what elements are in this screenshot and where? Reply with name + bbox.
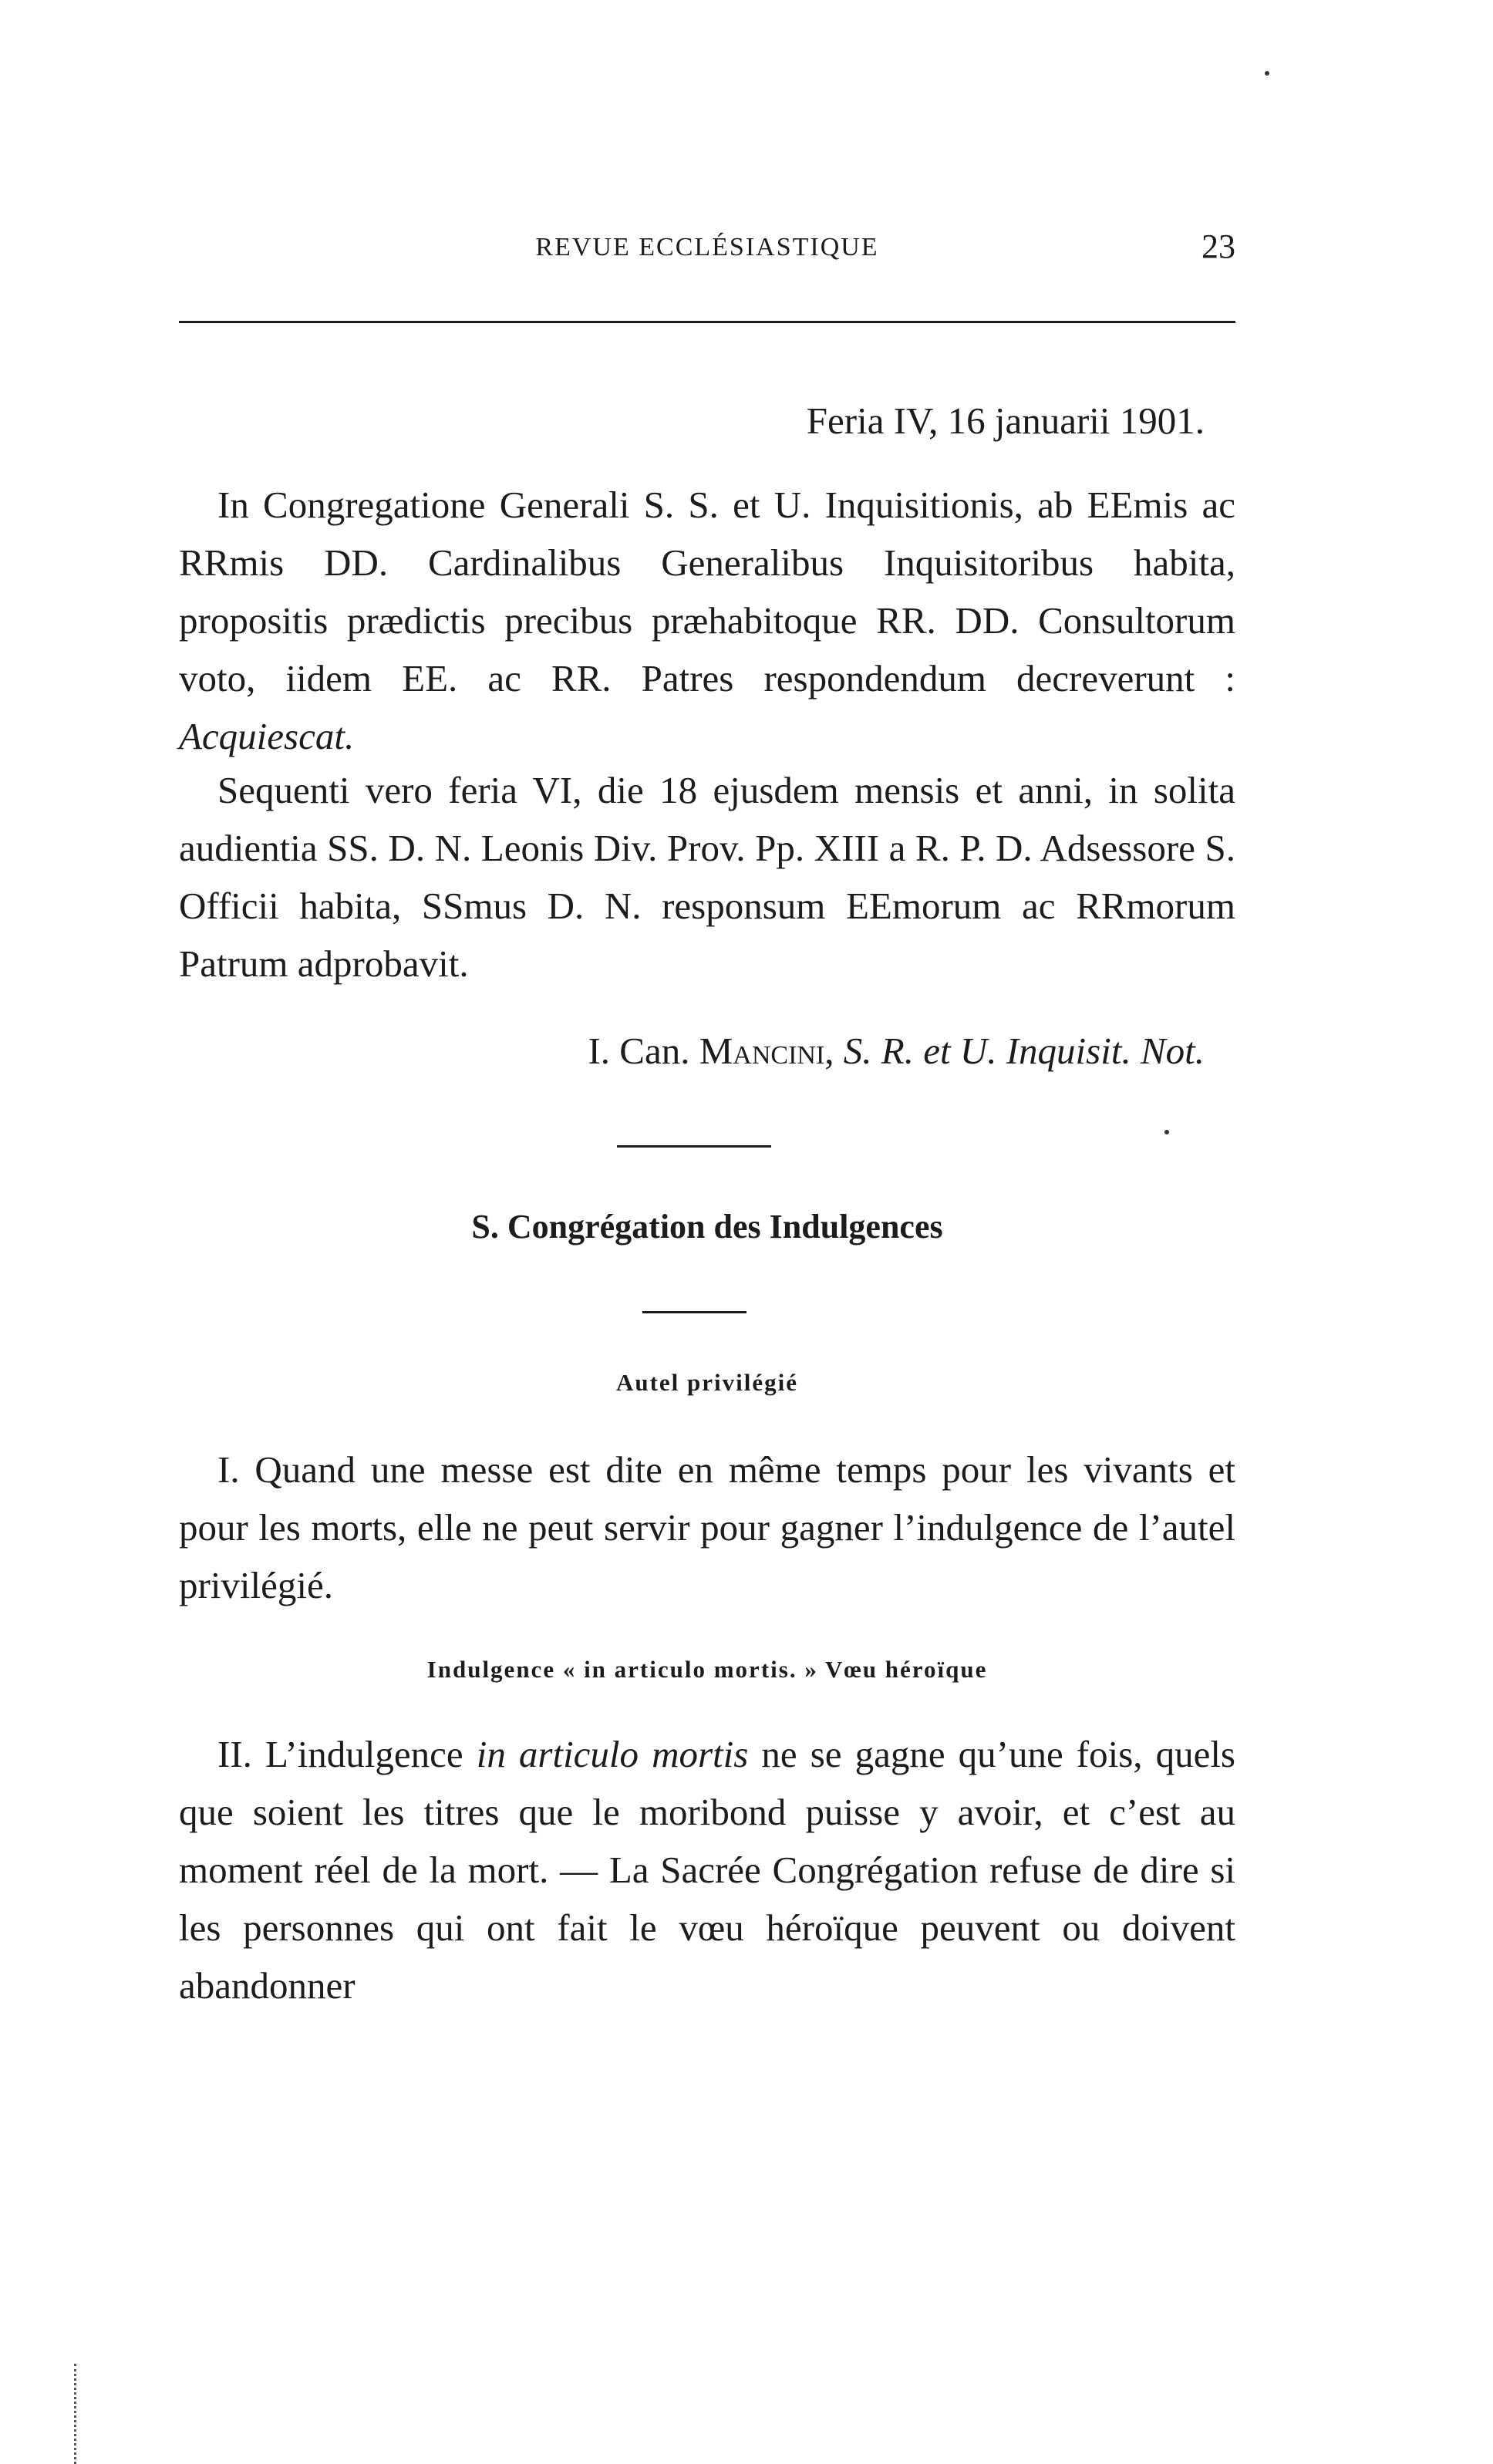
heading-divider (642, 1311, 746, 1313)
scan-speck (1265, 71, 1269, 76)
subheading-autel: Autel privilégié (615, 1369, 799, 1396)
paragraph-4-italic: in articulo mortis (476, 1733, 749, 1775)
scan-speck (1164, 1130, 1169, 1134)
paragraph-2: Sequenti vero feria VI, die 18 ejusdem mensis et anni, in solita audientia SS. D. N. Leonis Div. Prov. Pp. XIII a R. P. D. Adsessore S. Officii habita, SSmus D. N. responsum EEmorum ac RRmorum Patrum adprobavit. (179, 769, 1235, 985)
page-header (179, 224, 1235, 278)
paragraph-1-text: In Congregatione Generali S. S. et U. Inquisitionis, ab EEmis ac RRmis DD. Cardinalibus Generalibus Inquisitoribus habita, propositis prædictis precibus præhabitoque RR. DD. Consultorum voto, iidem EE. ac RR. Patres respondendum decreverunt : (179, 484, 1235, 699)
page-number: 23 (1201, 228, 1235, 265)
signature-prefix: I. Can. (588, 1030, 699, 1072)
section-divider (617, 1145, 771, 1148)
header-rule (179, 321, 1235, 323)
running-title: REVUE ECCLÉSIASTIQUE (535, 233, 879, 261)
signature-name: Mancini (699, 1030, 825, 1072)
paragraph-4-rest: ne se gagne qu’une fois, quels que soient les titres que le moribond puisse y avoir, et c’est au moment réel de la mort. — La Sacrée Congrégation refuse de dire si les personnes qui ont fait le vœu héroïque peuvent ou doivent abandonner (179, 1733, 1235, 2007)
dateline: Feria IV, 16 januarii 1901. (806, 399, 1205, 442)
subheading-indulgence: Indulgence « in articulo mortis. » Vœu héroïque (426, 1656, 988, 1683)
signature: I. Can. Mancini, S. R. et U. Inquisit. Not. (588, 1030, 1205, 1072)
paragraph-4-start: II. L’indulgence (217, 1733, 477, 1775)
paragraph-1 (179, 476, 1235, 765)
section-heading: S. Congrégation des Indulgences (471, 1208, 943, 1245)
paragraph-3: I. Quand une messe est dite en même temps pour les vivants et pour les morts, elle ne peut servir pour gagner l’indulgence de l’autel privilégié. (179, 1448, 1235, 1606)
signature-title: S. R. et U. Inquisit. Not. (843, 1030, 1205, 1072)
paragraph-4 (179, 1725, 1235, 2014)
scan-edge-marks (74, 2364, 79, 2464)
paragraph-1-italic: Acquiescat. (179, 715, 355, 757)
